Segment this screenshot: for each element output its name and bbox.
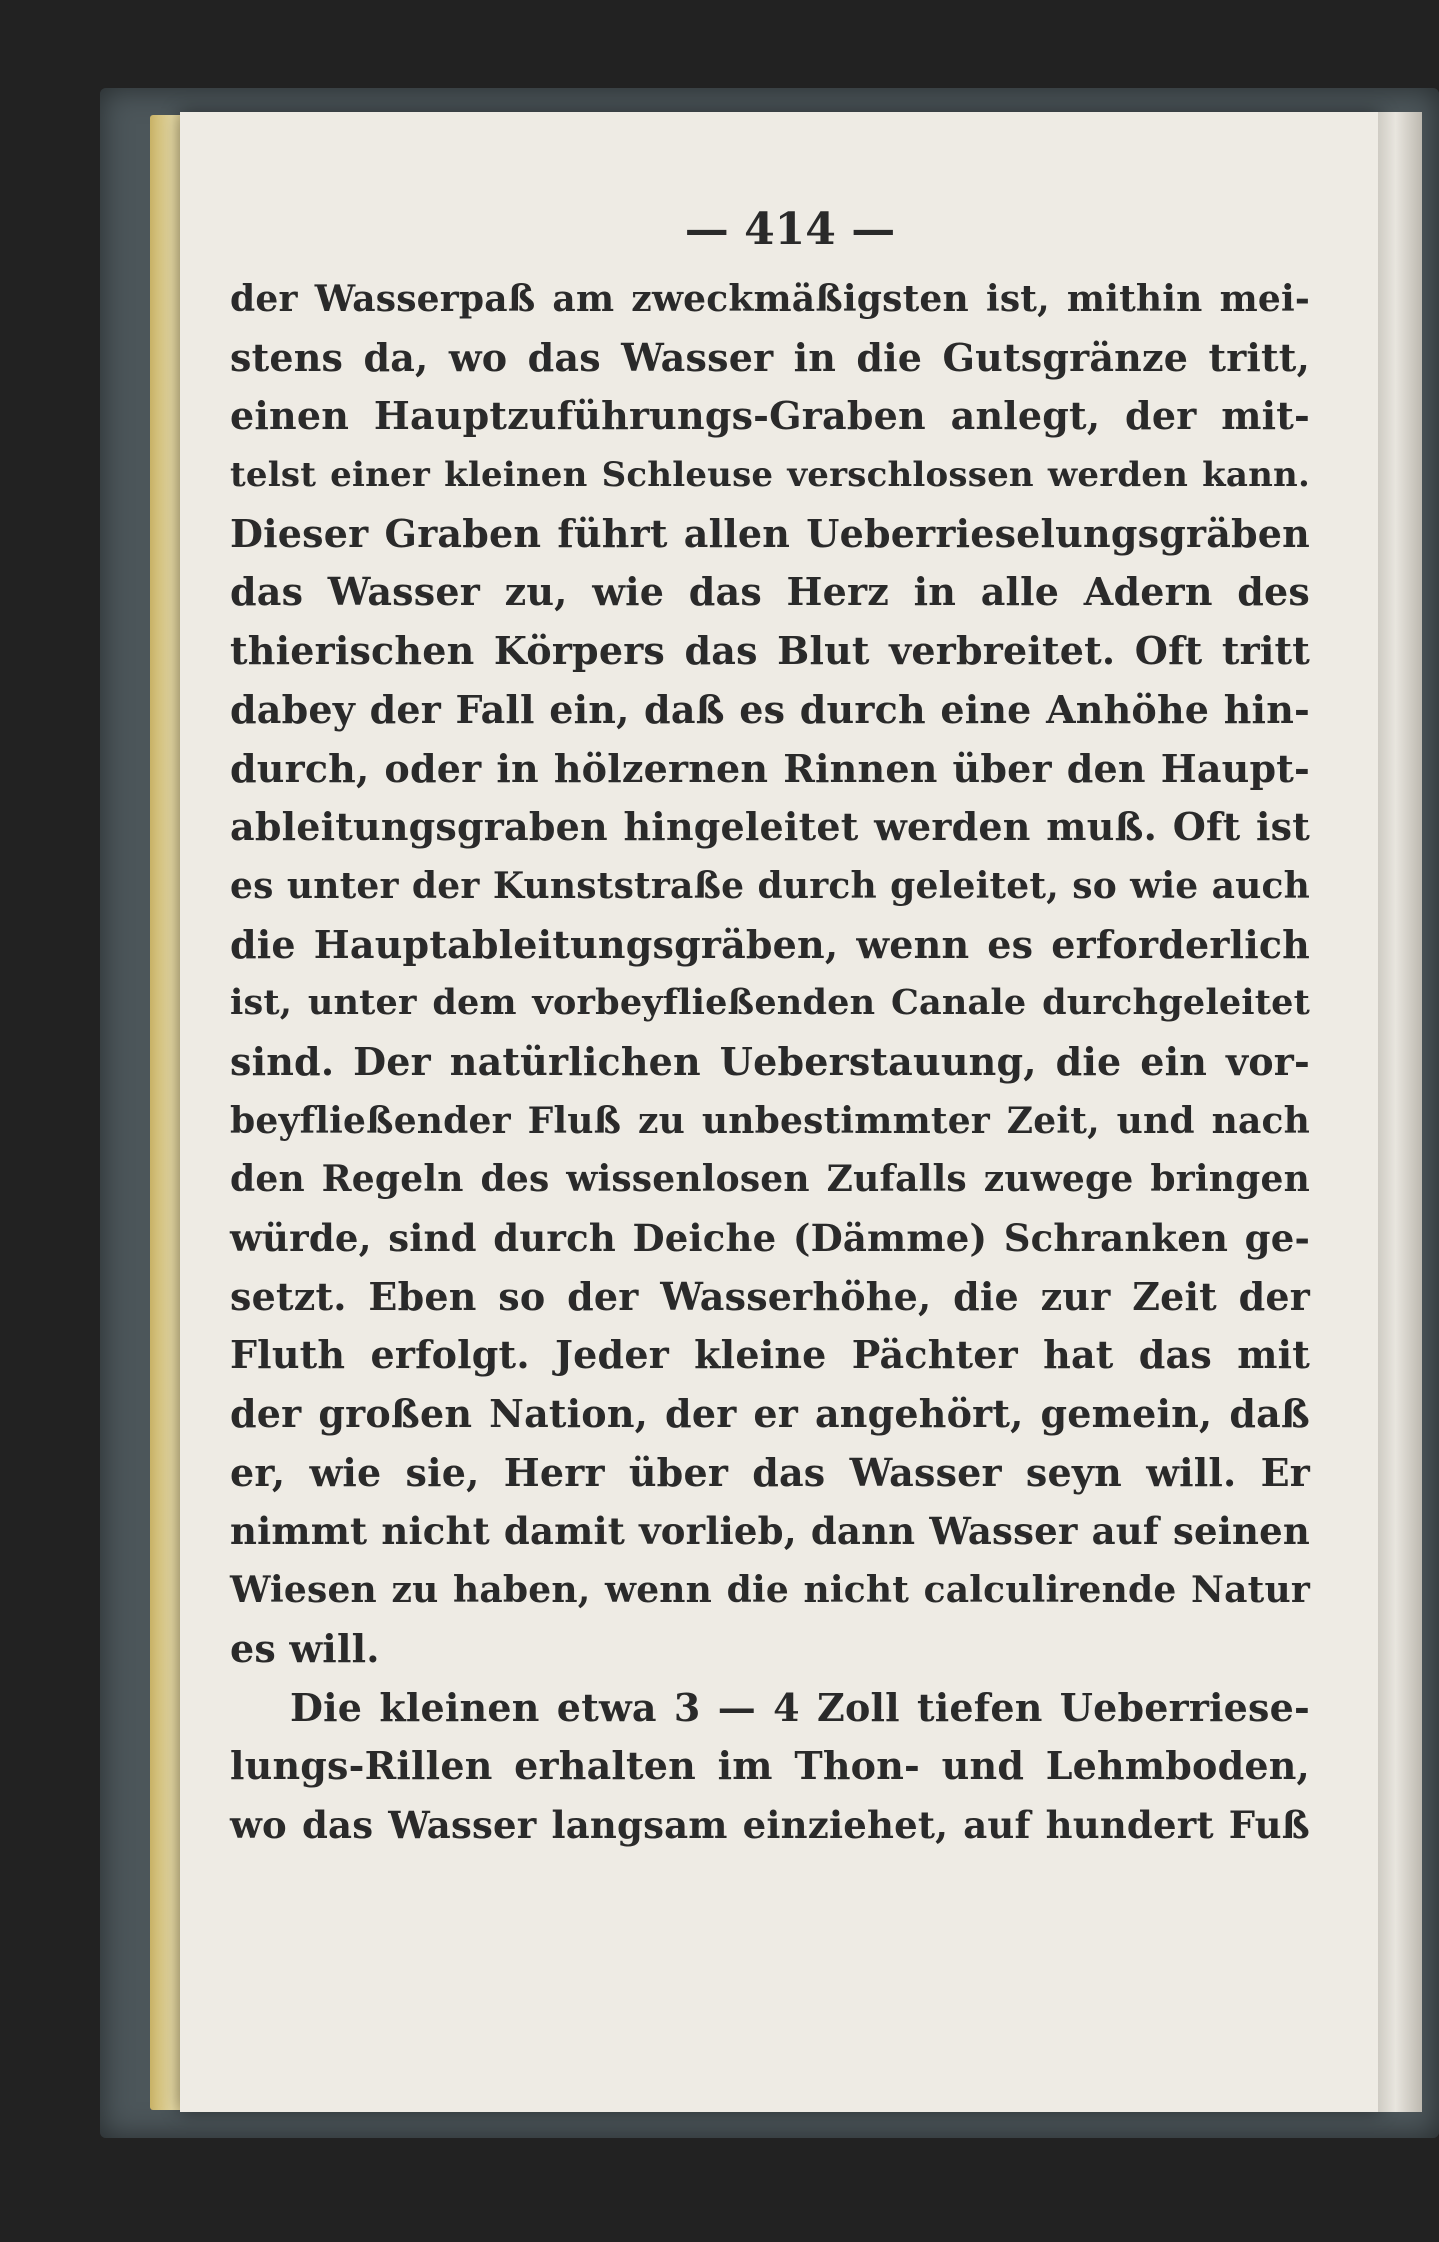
text-line: ableitungsgraben hingeleitet werden muß. Oft ist xyxy=(230,804,1310,850)
text-line: Dieser Graben führt allen Ueberrieselungsgräben xyxy=(230,510,1310,556)
text-line: den Regeln des wissenlosen Zufalls zuwege bringen xyxy=(230,1158,1310,1201)
text-line: Wiesen zu haben, wenn die nicht calculirende Natur xyxy=(230,1569,1310,1612)
text-line: das Wasser zu, wie das Herz in alle Adern des xyxy=(230,569,1310,615)
text-line: der Wasserpaß am zweckmäßigsten ist, mithin mei- xyxy=(230,278,1310,320)
text-line: würde, sind durch Deiche (Dämme) Schranken ge- xyxy=(230,1216,1310,1260)
text-line: sind. Der natürlichen Ueberstauung, die ein vor- xyxy=(230,1038,1310,1084)
text-line: setzt. Eben so der Wasserhöhe, die zur Zeit der xyxy=(230,1273,1310,1319)
text-line: einen Hauptzuführungs-Graben anlegt, der mit- xyxy=(230,393,1310,439)
text-line: telst einer kleinen Schleuse verschlossen werden kann. xyxy=(230,455,1310,496)
text-line: Fluth erfolgt. Jeder kleine Pächter hat das mit xyxy=(230,1332,1310,1378)
text-line: thierischen Körpers das Blut verbreitet. Oft tritt xyxy=(230,628,1310,674)
text-line: nimmt nicht damit vorlieb, dann Wasser auf seinen xyxy=(230,1509,1310,1554)
text-line: es unter der Kunststraße durch geleitet, so wie auch xyxy=(230,864,1310,907)
text-line: er, wie sie, Herr über das Wasser seyn will. Er xyxy=(230,1449,1310,1495)
page-text xyxy=(230,190,1310,1855)
text-line: durch, oder in hölzernen Rinnen über den Haupt- xyxy=(230,745,1310,791)
text-line: dabey der Fall ein, daß es durch eine Anhöhe hin- xyxy=(230,686,1310,732)
text-line: Die kleinen etwa 3 — 4 Zoll tiefen Ueberriese- xyxy=(290,1684,1310,1730)
page-right-edge xyxy=(1378,112,1422,2112)
text-line: lungs-Rillen erhalten im Thon- und Lehmboden, xyxy=(230,1743,1310,1789)
text-line: stens da, wo das Wasser in die Gutsgränze tritt, xyxy=(230,334,1310,380)
text-line: die Hauptableitungsgräben, wenn es erforderlich xyxy=(230,921,1310,967)
text-line: es will. xyxy=(230,1625,380,1671)
text-line: der großen Nation, der er angehört, gemein, daß xyxy=(230,1391,1310,1437)
page-number: — 414 — xyxy=(684,204,896,255)
text-line: wo das Wasser langsam einziehet, auf hundert Fuß xyxy=(230,1802,1310,1847)
text-line: ist, unter dem vorbeyfließenden Canale durchgeleitet xyxy=(230,982,1310,1024)
text-line: beyfließender Fluß zu unbestimmter Zeit, und nach xyxy=(230,1099,1310,1142)
